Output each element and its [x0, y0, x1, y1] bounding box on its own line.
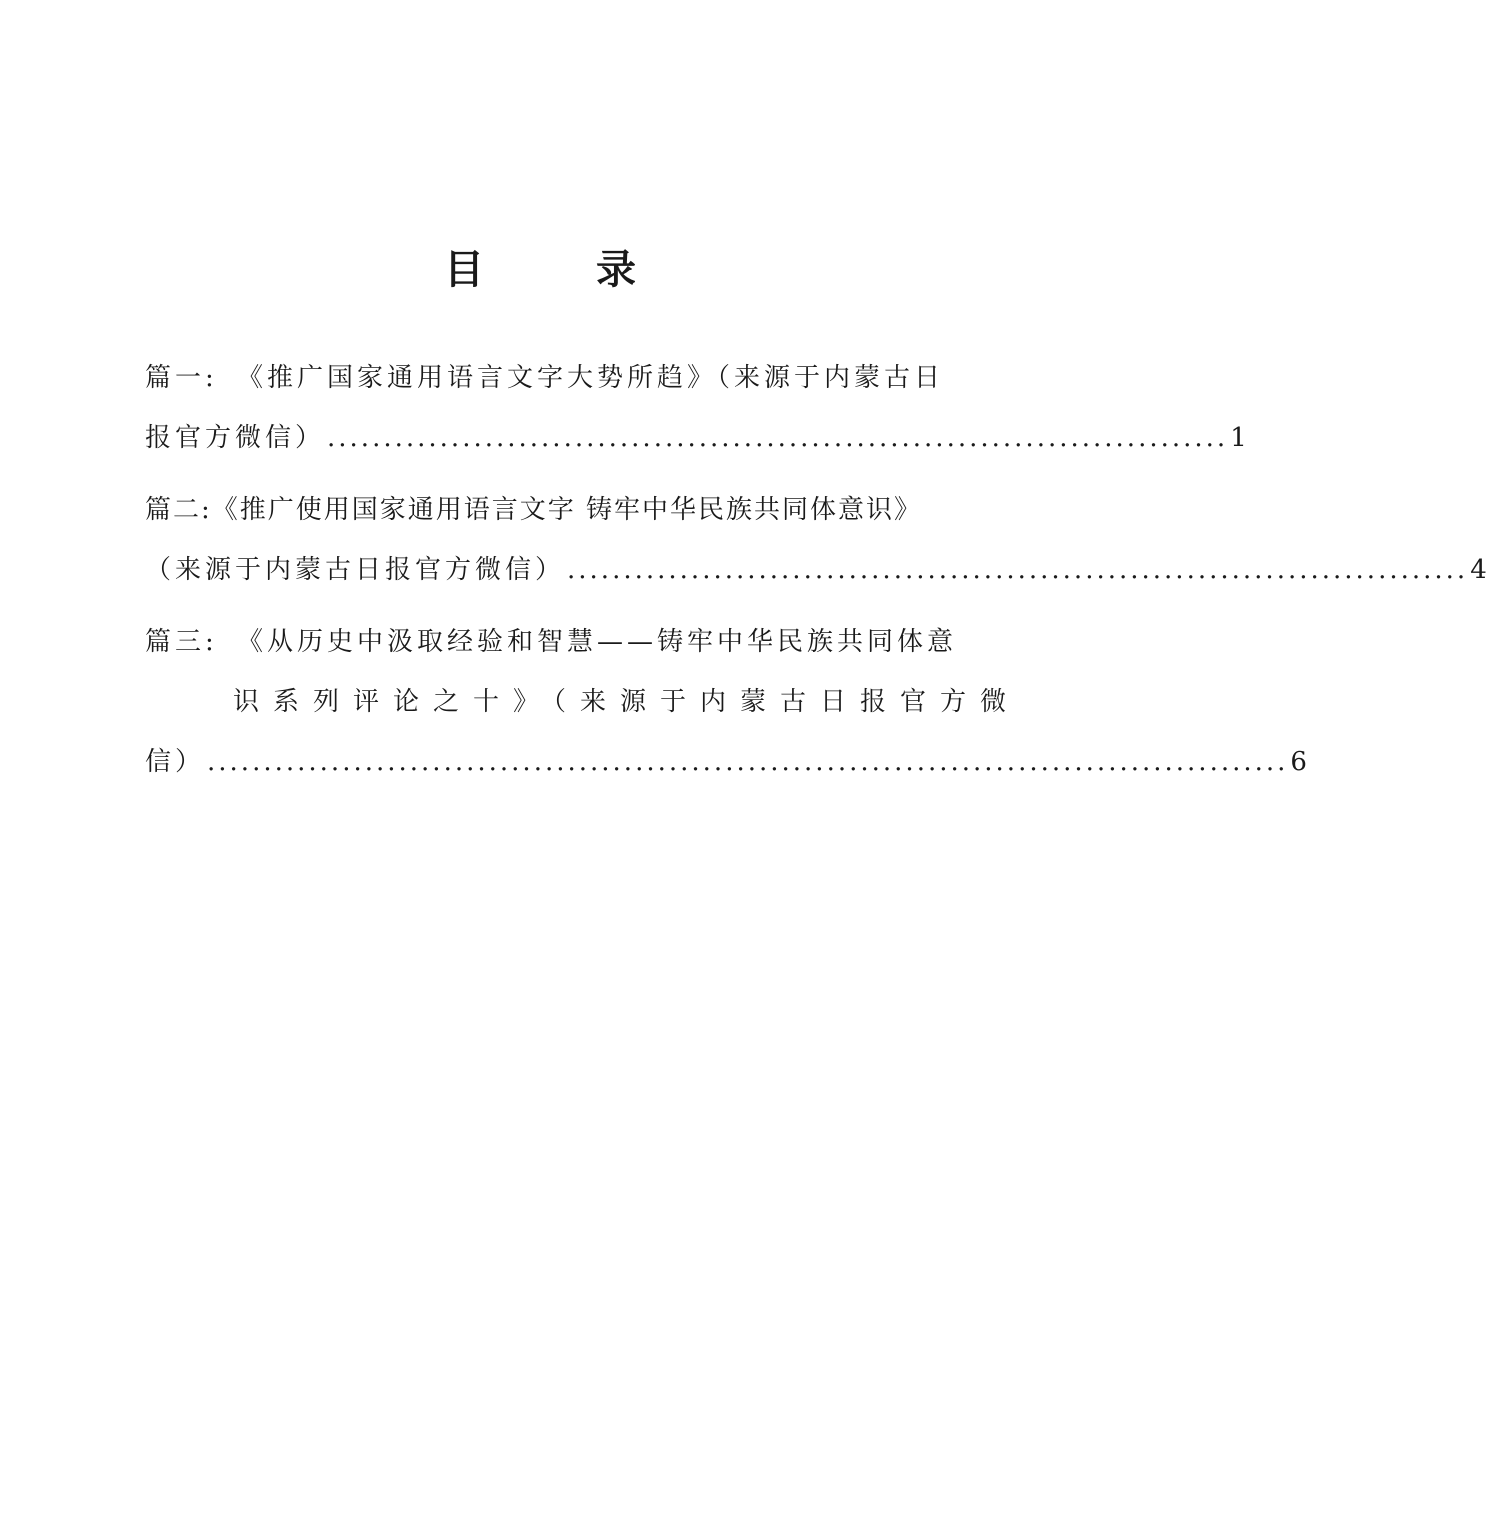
- toc-entry-2-leader-dots: ................................................................................: [567, 555, 1469, 585]
- toc-entry-3-prefix: 篇三:: [145, 627, 218, 657]
- toc-entry-3-line-2: [145, 680, 1021, 740]
- toc-entry-3-source-end: 信）: [145, 747, 206, 777]
- toc-entry-1-title: 《推广国家通用语言文字大势所趋》（来源于内蒙古日: [237, 363, 945, 393]
- toc-entry-1-line-2: [145, 416, 1247, 476]
- toc-entry-2-source: （来源于内蒙古日报官方微信）: [145, 555, 566, 585]
- toc-entry-3-title-cont: 识系列评论之十》（来源于内蒙古日报官方微: [233, 687, 1021, 717]
- toc-entry-2-line-2: [145, 548, 1487, 608]
- toc-entry-3[interactable]: [145, 620, 1307, 800]
- toc-entry-3-title: 《从历史中汲取经验和智慧——铸牢中华民族共同体意: [237, 627, 958, 657]
- toc-entry-1[interactable]: [145, 356, 1247, 476]
- toc-entry-2-line-1: [145, 488, 940, 548]
- toc-entry-1-leader-dots: ................................................................................: [327, 423, 1229, 453]
- table-of-contents: [145, 356, 1487, 800]
- toc-entry-2-prefix: 篇二:: [145, 495, 212, 525]
- toc-entry-1-page-number: 1: [1230, 423, 1247, 453]
- toc-entry-2-page-number: 4: [1470, 555, 1487, 585]
- toc-entry-1-line-1: [145, 356, 945, 416]
- toc-entry-3-page-number: 6: [1290, 747, 1307, 777]
- page-title: 目 录: [444, 247, 672, 293]
- toc-entry-2-title: 《推广使用国家通用语言文字 铸牢中华民族共同体意识》: [211, 495, 923, 525]
- toc-entry-3-line-3: [145, 740, 1307, 800]
- toc-entry-3-leader-dots: ................................................................................................: [207, 747, 1289, 777]
- toc-entry-1-prefix: 篇一:: [145, 363, 218, 393]
- toc-entry-1-source: 报官方微信）: [145, 423, 326, 453]
- toc-entry-2[interactable]: [145, 488, 1487, 608]
- toc-entry-3-line-1: [145, 620, 958, 680]
